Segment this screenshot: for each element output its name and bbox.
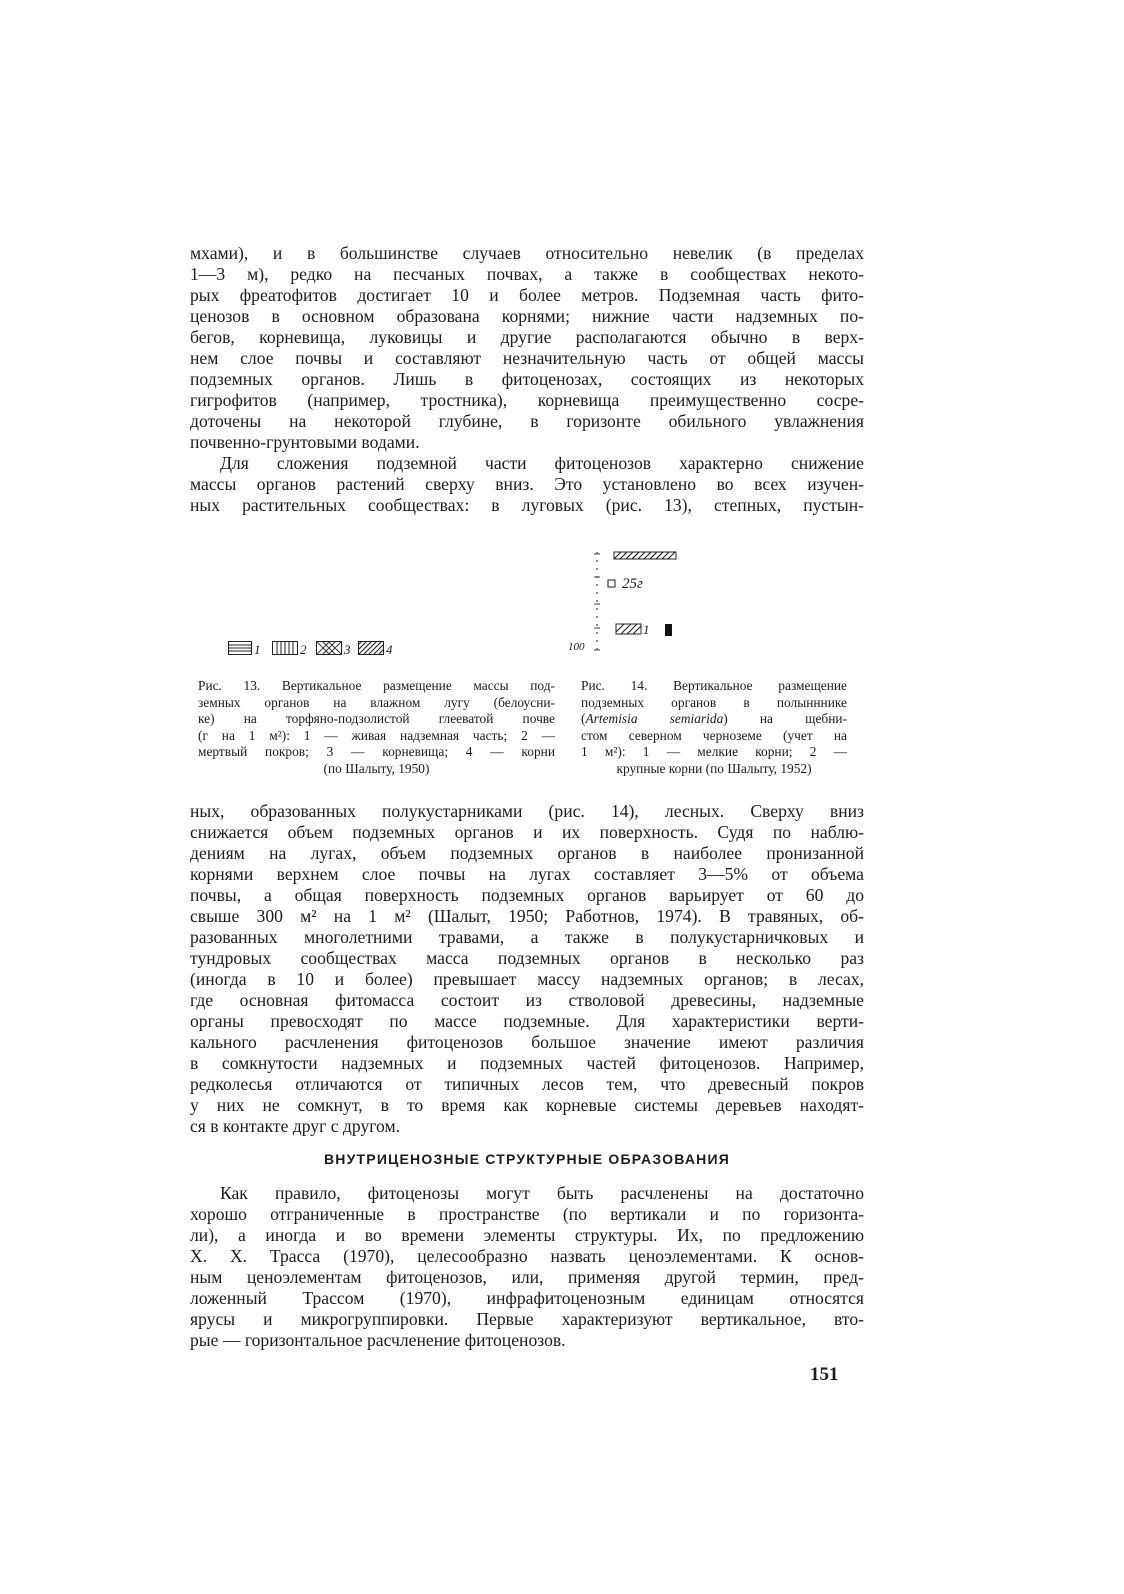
- text-line: тундровых сообществах масса подземных органов в несколько раз: [190, 948, 864, 968]
- figure14-value-label: 25г: [622, 576, 643, 592]
- text-line: массы органов растений сверху вниз. Это установлено во всех изучен-: [190, 474, 864, 494]
- text-line: ным ценоэлементам фитоценозов, или, применяя другой термин, пред-: [190, 1267, 864, 1287]
- text-block-top: [190, 243, 864, 516]
- caption-line: ке) на торфяно-подзолистой глееватой почве: [198, 711, 555, 726]
- figure14-diagram: [560, 546, 700, 666]
- legend-swatch-horizontal-lines: [228, 641, 252, 660]
- text-line: снижается объем подземных органов и их поверхность. Судя по наблю-: [190, 822, 864, 842]
- legend-label: 3: [344, 642, 351, 657]
- text-line: корнями верхнем слое почвы на лугах составляет 3—5% от объема: [190, 864, 864, 884]
- text-line: дениям на лугах, объем подземных органов в наиболее пронизанной: [190, 843, 864, 863]
- text-line: ярусы и микрогруппировки. Первые характеризуют вертикальное, вто-: [190, 1309, 864, 1329]
- text-line: ных, образованных полукустарниками (рис. 14), лесных. Сверху вниз: [190, 801, 864, 821]
- caption-line: стом северном черноземе (учет на: [581, 727, 847, 743]
- text-line: почвенно-грунтовыми водами.: [190, 432, 420, 452]
- legend-swatch-crosshatch: [316, 641, 342, 660]
- text-line: 1—3 м), редко на песчаных почвах, а также в сообществах некото-: [190, 264, 864, 284]
- text-line: хорошо отграниченные в пространстве (по вертикали и по горизонта-: [190, 1204, 864, 1224]
- text-line: в сомкнутости надземных и подземных частей фитоценозов. Например,: [190, 1053, 864, 1073]
- text-line: кального расчленения фитоценозов большое значение имеют различия: [190, 1032, 864, 1052]
- text-line: нем слое почвы и составляют незначительную часть от общей массы: [190, 348, 864, 368]
- text-line: рых фреатофитов достигает 10 и более метров. Подземная часть фито-: [190, 285, 864, 305]
- caption-line: 1 м²): 1 — мелкие корни; 2 —: [581, 744, 847, 759]
- caption-line: подземных органов в полынннике: [581, 694, 847, 710]
- figure13-caption: [198, 678, 555, 777]
- text-line: (иногда в 10 и более) превышает массу надземных органов; в лесах,: [190, 969, 864, 989]
- text-line: почвы, а общая поверхность подземных органов варьирует от 60 до: [190, 885, 864, 905]
- text-line: ся в контакте друг с другом.: [190, 1116, 401, 1136]
- legend-label: 1: [254, 642, 261, 657]
- caption-line: (Artemisia semiarida) на щебни-: [581, 711, 848, 726]
- text-line: подземных органов. Лишь в фитоценозах, состоящих из некоторых: [190, 369, 864, 389]
- figure14-solid-bar: [665, 624, 672, 636]
- caption-line: (г на 1 м²): 1 — живая надземная часть; 2 —: [198, 727, 555, 743]
- text-line: ценозов в основном образована корнями; нижние части надземных по-: [190, 306, 864, 326]
- text-block-bottom: [190, 1183, 864, 1351]
- figure14-legend-label: 1: [643, 622, 650, 637]
- figure14-scale-square: [608, 580, 615, 587]
- figure14-caption: [581, 678, 847, 777]
- legend-label: 2: [300, 642, 307, 657]
- text-line: Как правило, фитоценозы могут быть расчленены на достаточно: [220, 1183, 864, 1203]
- text-line: ных растительных сообществах: в луговых (рис. 13), степных, пустын-: [190, 495, 864, 515]
- text-line: Х. Х. Трасса (1970), целесообразно назвать ценоэлементами. К основ-: [190, 1246, 864, 1266]
- text-line: рые — горизонтальное расчленение фитоценозов.: [190, 1330, 566, 1350]
- text-line: редколесья отличаются от типичных лесов тем, что древесный покров: [190, 1074, 864, 1094]
- caption-line: земных органов на влажном лугу (белоусни-: [198, 694, 555, 710]
- legend-swatch-diagonal-lines: [358, 641, 384, 660]
- caption-line: крупные корни (по Шалыту, 1952): [616, 760, 812, 776]
- text-line: у них не сомкнут, в то время как корневые системы деревьев находят-: [190, 1095, 864, 1115]
- caption-species-rest: ) на щебни-: [723, 711, 848, 726]
- text-line: Для сложения подземной части фитоценозов характерно снижение: [220, 453, 864, 473]
- section-heading: ВНУТРИЦЕНОЗНЫЕ СТРУКТУРНЫЕ ОБРАЗОВАНИЯ: [324, 1151, 730, 1167]
- caption-line: Рис. 14. Вертикальное размещение: [581, 678, 847, 693]
- text-line: свыше 300 м² на 1 м² (Шалыт, 1950; Работнов, 1974). В травяных, об-: [190, 906, 864, 926]
- text-block-middle: [190, 801, 864, 1137]
- legend-swatch-vertical-lines: [272, 641, 298, 660]
- text-line: доточены на некоторой глубине, в горизонте обильного увлажнения: [190, 411, 864, 431]
- text-line: гигрофитов (например, тростника), корневища преимущественно сосре-: [190, 390, 864, 410]
- text-line: ли), а иногда и во времени элементы структуры. Их, по предложению: [190, 1225, 864, 1245]
- text-line: бегов, корневища, луковицы и другие располагаются обычно в верх-: [190, 327, 864, 347]
- text-line: мхами), и в большинстве случаев относительно невелик (в пределах: [190, 243, 864, 263]
- text-line: разованных многолетними травами, а также в полукустарничковых и: [190, 927, 864, 947]
- figure14-axis-label: 100: [568, 641, 585, 653]
- page-number: 151: [810, 1364, 839, 1385]
- caption-line: Рис. 13. Вертикальное размещение массы под-: [198, 678, 555, 693]
- text-line: органы превосходят по массе подземные. Для характеристики верти-: [190, 1011, 864, 1031]
- caption-species: Artemisia semiarida: [585, 711, 724, 726]
- text-line: где основная фитомасса состоит из стволовой древесины, надземные: [190, 990, 864, 1010]
- text-line: ложенный Трассом (1970), инфрафитоценозным единицам относятся: [190, 1288, 864, 1308]
- caption-line: (по Шалыту, 1950): [323, 760, 430, 776]
- caption-line: мертвый покров; 3 — корневища; 4 — корни: [198, 744, 555, 759]
- legend-label: 4: [386, 642, 393, 657]
